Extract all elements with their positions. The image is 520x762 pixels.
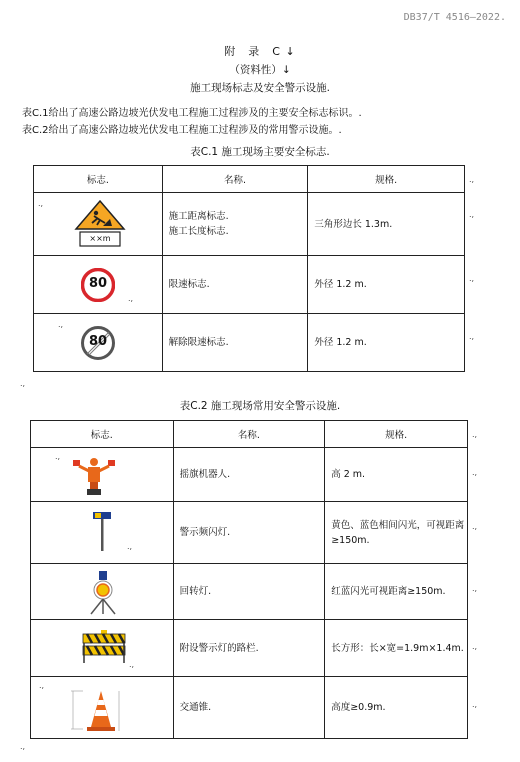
table-row	[31, 677, 468, 739]
table1-name-cell: 限速标志.	[162, 256, 308, 314]
table1-header-sign: 标志.	[34, 166, 163, 193]
table2-header-row	[31, 421, 468, 448]
table2-spec-cell	[325, 502, 468, 564]
warning-flash-light-icon	[91, 510, 115, 554]
table1-caption: 表C.1 施工现场主要安全标志.	[190, 146, 330, 158]
sign-distance-text: ××m	[89, 234, 111, 243]
table-row	[34, 314, 465, 372]
table2-spec-cell: 高度≥0.9m.	[325, 677, 468, 739]
table2-caption: 表C.2 施工现场常用安全警示设施.	[179, 400, 341, 412]
appendix-title: 附 录 C ↓	[224, 45, 296, 58]
standard-code: DB37/T 4516—2022.	[403, 12, 506, 23]
road-work-warning-sign-icon	[74, 199, 126, 249]
format-mark: .,	[55, 452, 61, 461]
table-row	[31, 564, 468, 620]
intro-line-2: 表C.2给出了高速公路边坡光伏发电工程施工过程涉及的常用警示设施。.	[22, 125, 342, 136]
format-mark: .,	[472, 430, 478, 439]
table1-header-row	[34, 166, 465, 193]
table1-name-cell: 解除限速标志.	[162, 314, 308, 372]
table2-spec-cell: 长方形：长×宽=1.9m×1.4m.	[325, 620, 468, 677]
flash-light-spec-line2: ≥150m.	[331, 534, 370, 546]
format-mark: .,	[58, 320, 64, 329]
table2-sign-cell	[31, 448, 174, 502]
table1-spec-cell: 外径 1.2 m.	[308, 256, 465, 314]
table1-name-cell	[162, 193, 308, 256]
end-speed-limit-value: 80	[88, 334, 108, 349]
format-mark: .,	[469, 175, 475, 184]
barricade-with-warning-lights-icon	[81, 630, 127, 664]
table1-sign-cell	[34, 193, 163, 256]
format-mark: .,	[472, 522, 478, 531]
table2-name-cell: 回转灯.	[173, 564, 325, 620]
speed-limit-80-sign-icon	[81, 268, 115, 302]
table2-name-cell: 交通锥.	[173, 677, 325, 739]
table-row	[31, 620, 468, 677]
table-row	[34, 193, 465, 256]
table1-spec-cell: 外径 1.2 m.	[308, 314, 465, 372]
table2-sign-cell	[31, 564, 174, 620]
speed-limit-value: 80	[88, 276, 108, 291]
table1-spec-cell: 三角形边长 1.3m.	[308, 193, 465, 256]
sign-name-length: 施工长度标志.	[168, 226, 229, 237]
table2-header-sign: 标志.	[31, 421, 174, 448]
table2-spec-cell: 红蓝闪光可视距离≥150m.	[325, 564, 468, 620]
format-mark: .,	[469, 274, 475, 283]
format-mark: .,	[128, 294, 134, 303]
format-mark: .,	[469, 332, 475, 341]
table-row	[34, 256, 465, 314]
table1-header-spec: 规格.	[308, 166, 465, 193]
table-row	[31, 448, 468, 502]
format-mark: .,	[472, 584, 478, 593]
flagger-robot-icon	[71, 454, 117, 496]
table2-header-name: 名称.	[173, 421, 325, 448]
sign-name-distance: 施工距离标志.	[168, 211, 229, 222]
format-mark: .,	[469, 210, 475, 219]
format-mark: .,	[38, 199, 44, 208]
flash-light-spec-line1: 黄色、蓝色相间闪光，可视距离	[331, 519, 465, 531]
format-mark: .,	[129, 660, 135, 669]
table2-sign-cell	[31, 502, 174, 564]
table1-sign-cell	[34, 314, 163, 372]
format-mark: .,	[20, 742, 26, 751]
table2-name-cell: 摇旗机器人.	[173, 448, 325, 502]
table2-name-cell: 警示频闪灯.	[173, 502, 325, 564]
table2-sign-cell	[31, 677, 174, 739]
format-mark: .,	[127, 542, 133, 551]
end-speed-limit-80-sign-icon	[81, 326, 115, 360]
table1-sign-cell	[34, 256, 163, 314]
table2-header-spec: 规格.	[325, 421, 468, 448]
format-mark: .,	[39, 681, 45, 690]
table-c1	[33, 165, 465, 372]
appendix-type: （资料性）↓	[229, 64, 291, 76]
traffic-cone-icon	[69, 685, 129, 733]
table2-spec-cell: 高 2 m.	[325, 448, 468, 502]
rotating-light-icon	[85, 570, 121, 616]
format-mark: .,	[472, 468, 478, 477]
table1-header-name: 名称.	[162, 166, 308, 193]
format-mark: .,	[472, 642, 478, 651]
table-row	[31, 502, 468, 564]
format-mark: .,	[472, 700, 478, 709]
table2-sign-cell	[31, 620, 174, 677]
format-mark: .,	[20, 379, 26, 388]
intro-line-1: 表C.1给出了高速公路边坡光伏发电工程施工过程涉及的主要安全标志标识。.	[22, 108, 362, 119]
appendix-subtitle: 施工现场标志及安全警示设施.	[190, 82, 330, 94]
table2-name-cell: 附设警示灯的路栏.	[173, 620, 325, 677]
table-c2	[30, 420, 468, 739]
